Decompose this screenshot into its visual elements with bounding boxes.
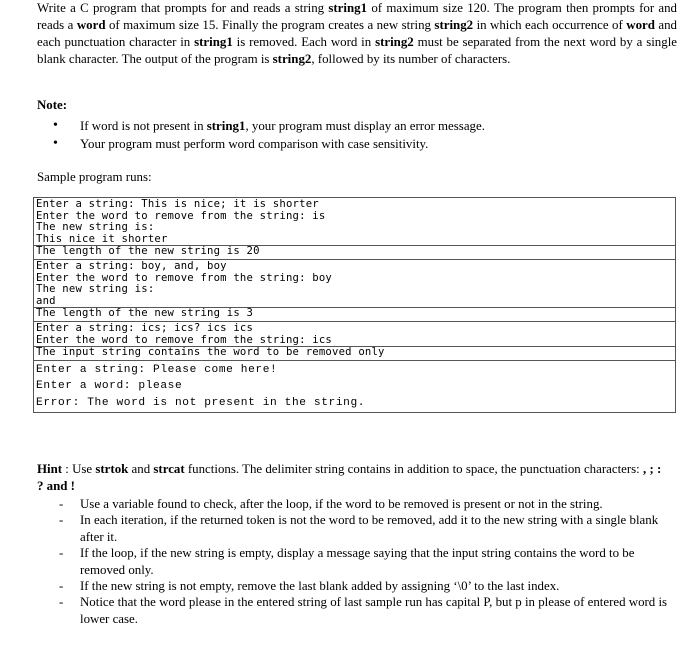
note-text: Your program must perform word comparison with case sensitivity.	[80, 137, 429, 151]
intro-bold: word	[76, 18, 106, 33]
console-line: and	[36, 294, 56, 307]
console-line: Enter the word to remove from the string: is	[36, 209, 326, 222]
console-line: Error: The word is not present in the string.	[36, 396, 366, 409]
console-line: The length of the new string is 3	[34, 307, 675, 320]
hint-item: - Use a variable found to check, after the loop, if the word to be removed is present or not in the string.	[57, 496, 669, 512]
sample-run-2	[34, 259, 675, 321]
hint-item: - If the new string is not empty, remove the last blank added by assigning ‘\0’ to the last index.	[57, 578, 669, 594]
console-line: Enter a word: please	[36, 380, 183, 393]
console-line: The new string is:	[36, 283, 155, 296]
intro-text: Write a C program that prompts for and reads a string	[37, 1, 329, 15]
hint-bold: strtok	[95, 462, 129, 476]
note-heading: Note:	[37, 98, 68, 112]
note-text: , your program must display an error message.	[245, 119, 485, 133]
hint-item: - If the loop, if the new string is empty, display a message saying that the input string contains the word to be removed only.	[57, 545, 669, 578]
hint-item: - Notice that the word please in the entered string of last sample run has capital P, but p in please of entered word is lower case.	[57, 594, 669, 627]
console-line: This nice it shorter	[36, 232, 168, 245]
sample-heading: Sample program runs:	[37, 170, 152, 184]
hint-text: functions. The delimiter string contains in addition to space, the punctuation characters:	[184, 462, 643, 476]
console-line: Enter a string: ics; ics? ics ics	[36, 321, 254, 334]
sample-runs-box	[33, 197, 676, 413]
intro-text: and each punctuation character in	[37, 18, 677, 50]
hint-bold: , ; : ? and !	[37, 462, 662, 493]
intro-bold: string1	[328, 1, 368, 15]
console-line: Enter a string: Please come here!	[36, 363, 278, 376]
hint-list	[57, 496, 669, 627]
intro-bold: string1	[194, 35, 233, 50]
intro-text: of maximum size 15. Finally the program creates a new string	[105, 18, 435, 33]
hint-item: - In each iteration, if the returned token is not the word to be removed, add it to the new string with a single blank after it.	[57, 512, 669, 545]
sample-run-1	[34, 198, 675, 259]
intro-bold: string2	[375, 35, 414, 50]
note-item	[53, 135, 485, 153]
sample-run-3	[34, 321, 675, 360]
console-line: The new string is:	[36, 221, 155, 234]
intro-bold: string2	[272, 52, 312, 67]
intro-bold: word	[626, 18, 655, 33]
console-line: The length of the new string is 20	[34, 245, 675, 258]
intro-text: is removed. Each word in	[232, 35, 376, 50]
console-line: Enter the word to remove from the string: boy	[36, 271, 333, 284]
hint-label: Hint	[37, 462, 63, 476]
hint-text: and	[128, 462, 154, 476]
intro-text: , followed by its number of characters.	[311, 52, 511, 67]
note-text: If word is not present in	[80, 119, 207, 133]
hint-paragraph	[37, 461, 667, 494]
hint-bold: strcat	[153, 462, 185, 476]
sample-run-4	[34, 360, 675, 412]
problem-statement	[37, 0, 677, 68]
note-item	[53, 117, 485, 135]
console-line: Enter the word to remove from the string: ics	[36, 333, 333, 346]
note-list	[53, 117, 485, 153]
console-line: The input string contains the word to be removed only	[34, 346, 675, 359]
intro-text: of maximum size 120. The program then prompts for and reads a	[37, 1, 678, 33]
intro-bold: string2	[434, 18, 474, 33]
hint-text: : Use	[62, 462, 96, 476]
note-bold: string1	[206, 119, 246, 133]
intro-text: in which each occurrence of	[473, 18, 627, 33]
intro-text: must be separated from the next word by a single blank character. The output of the program is	[37, 35, 677, 67]
console-line: Enter a string: boy, and, boy	[36, 259, 227, 272]
console-line: Enter a string: This is nice; it is shorter	[36, 198, 319, 210]
